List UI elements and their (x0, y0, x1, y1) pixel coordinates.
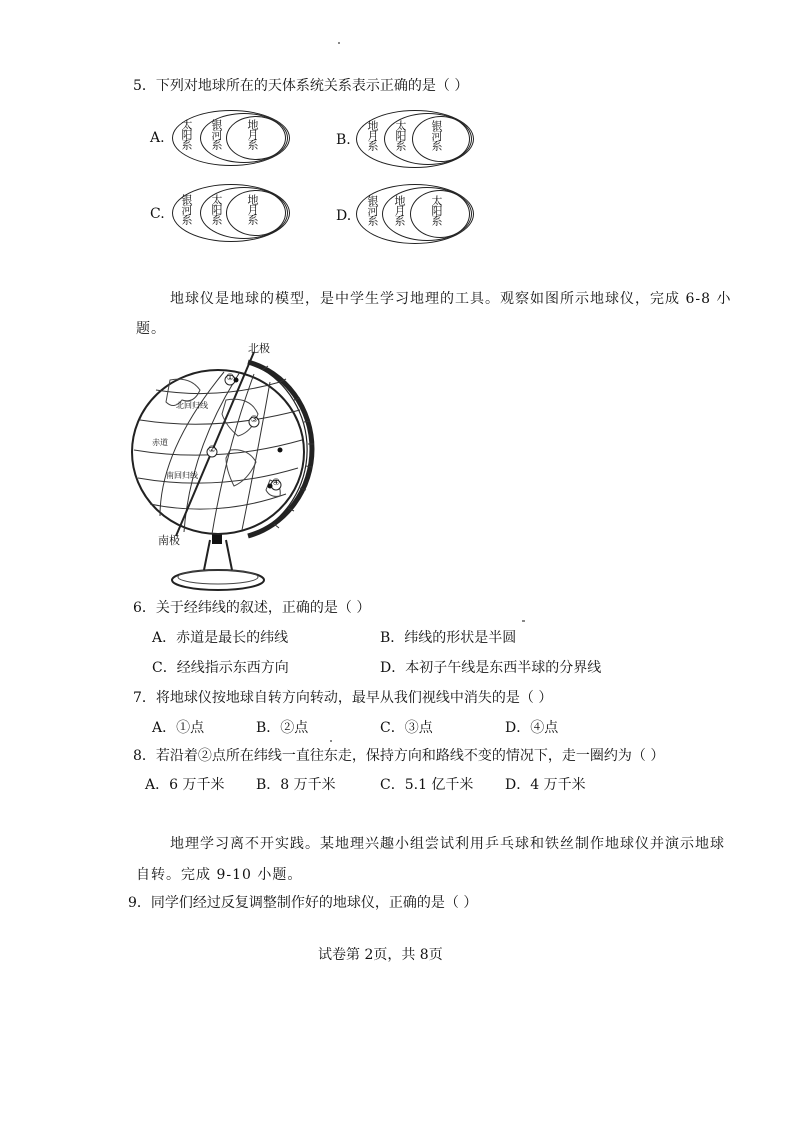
point-3-label: ③ (250, 415, 259, 425)
q6-option-d[interactable]: D．本初子午线是东西半球的分界线 (380, 660, 602, 676)
middle-label: 太阳系 (394, 120, 407, 150)
q7-option-d[interactable]: D．④点 (505, 720, 559, 736)
middle-label: 太阳系 (210, 194, 223, 224)
q7-option-b[interactable]: B．②点 (256, 720, 309, 736)
outer-label: 银河系 (180, 194, 193, 224)
globe-figure (130, 340, 330, 595)
scan-speck (522, 620, 525, 622)
q7-option-a[interactable]: A．①点 (152, 720, 205, 736)
north-pole-label: 北极 (248, 342, 270, 355)
intro-paragraph-1-line2: 题。 (136, 321, 166, 337)
q6-stem: 6．关于经纬线的叙述，正确的是（ ） (133, 600, 371, 616)
outer-label: 银河系 (366, 195, 379, 225)
inner-label: 地月系 (246, 194, 259, 224)
tropic-of-cancer-label: 北回归线 (176, 401, 208, 410)
scan-speck (338, 42, 340, 44)
outer-label: 太阳系 (180, 119, 193, 149)
q8-option-b[interactable]: B．8 万千米 (256, 777, 336, 793)
q8-option-c[interactable]: C．5.1 亿千米 (380, 777, 474, 793)
middle-label: 地月系 (393, 195, 406, 225)
q5-option-b-letter: B. (336, 132, 351, 148)
q5-option-d-letter: D. (336, 208, 352, 224)
intro-paragraph-1-line1: 地球仪是地球的模型，是中学生学习地理的工具。观察如图所示地球仪，完成 6-8 小 (170, 291, 732, 307)
scan-speck (330, 740, 332, 742)
inner-label: 地月系 (246, 119, 259, 149)
south-pole-label: 南极 (158, 534, 180, 547)
intro-paragraph-2-line1: 地理学习离不开实践。某地理兴趣小组尝试利用乒乓球和铁丝制作地球仪并演示地球 (170, 836, 725, 852)
point-1-label: ① (226, 373, 235, 383)
q8-stem: 8．若沿着②点所在纬线一直往东走，保持方向和路线不变的情况下，走一圈约为（ ） (133, 748, 665, 764)
inner-label: 太阳系 (430, 195, 443, 225)
q8-option-a[interactable]: A．6 万千米 (145, 777, 225, 793)
intro-paragraph-2-line2: 自转。完成 9-10 小题。 (136, 867, 303, 883)
point-4-label: ④ (272, 478, 281, 488)
q5-option-a-letter: A. (150, 130, 165, 146)
q6-option-b[interactable]: B．纬线的形状是半圆 (380, 630, 517, 646)
equator-label: 赤道 (152, 438, 168, 447)
q5-option-c-letter: C. (150, 206, 165, 222)
q9-stem: 9．同学们经过反复调整制作好的地球仪，正确的是（ ） (128, 895, 478, 911)
q7-option-c[interactable]: C．③点 (380, 720, 433, 736)
point-2-label: ② (208, 445, 217, 455)
q6-option-c[interactable]: C．经线指示东西方向 (152, 660, 289, 676)
q6-option-a[interactable]: A．赤道是最长的纬线 (152, 630, 289, 646)
inner-label: 银河系 (430, 120, 443, 150)
page-footer: 试卷第 2页，共 8页 (318, 947, 443, 963)
outer-label: 地月系 (366, 120, 379, 150)
q5-stem: 5．下列对地球所在的天体系统关系表示正确的是（ ） (133, 78, 469, 94)
q8-option-d[interactable]: D．4 万千米 (505, 777, 586, 793)
tropic-of-capricorn-label: 南回归线 (166, 471, 198, 480)
q7-stem: 7．将地球仪按地球自转方向转动，最早从我们视线中消失的是（ ） (133, 690, 553, 706)
middle-label: 银河系 (210, 119, 223, 149)
